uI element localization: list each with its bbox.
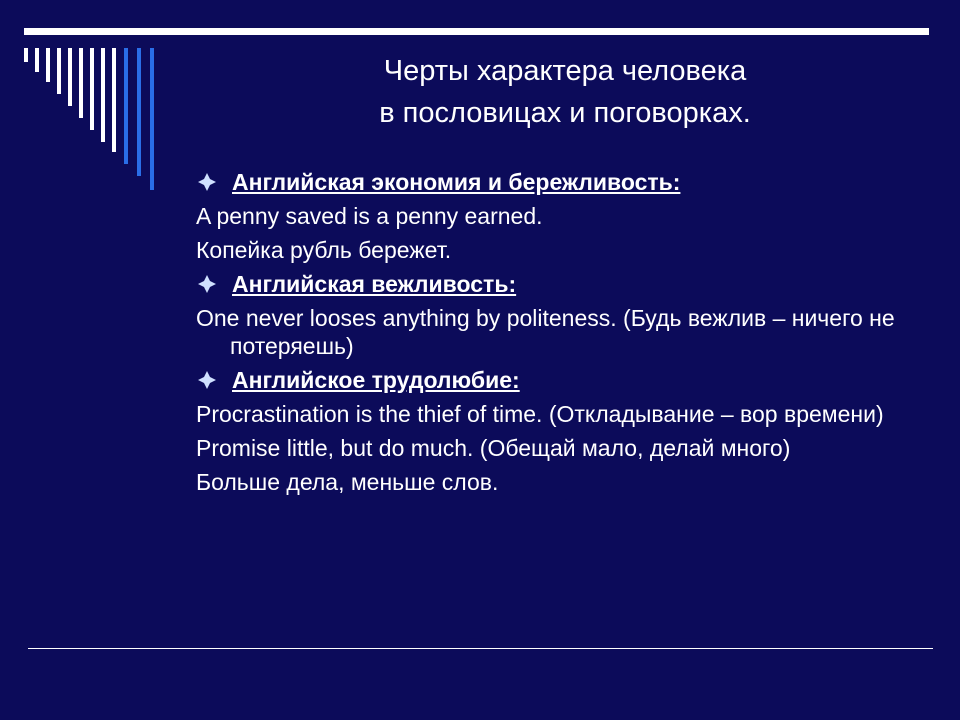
section-heading-text: Английское трудолюбие: — [232, 367, 520, 393]
stripe — [68, 48, 72, 106]
decorative-stripes — [0, 0, 170, 200]
proverb-line: Promise little, but do much. (Обещай мало, делай много) — [196, 435, 791, 461]
section-heading — [196, 168, 936, 196]
stripe — [112, 48, 116, 152]
stripe — [137, 48, 141, 176]
bottom-divider — [28, 648, 933, 649]
stripe — [150, 48, 154, 190]
slide-body — [196, 168, 936, 502]
stripe — [35, 48, 39, 72]
section-heading — [196, 270, 936, 298]
proverb-line: Копейка рубль бережет. — [196, 237, 452, 263]
title-line-1: Черты характера человека — [383, 55, 747, 87]
stripe — [101, 48, 105, 142]
stripe — [124, 48, 128, 164]
stripe — [90, 48, 94, 130]
proverb-line: Procrastination is the thief of time. (Откладывание – вор времени) — [196, 401, 884, 427]
section-heading-text: Английская вежливость: — [232, 271, 517, 297]
stripe — [57, 48, 61, 94]
stripe — [24, 48, 28, 62]
proverb-line: Больше дела, меньше слов. — [196, 469, 499, 495]
proverb-line: One never looses anything by politeness. (Будь вежлив – ничего не потеряешь) — [196, 305, 895, 359]
diamond-bullet-icon — [198, 275, 216, 293]
slide-title — [175, 50, 955, 134]
section-heading-text: Английская экономия и бережливость: — [232, 169, 681, 195]
proverb-line: A penny saved is a penny earned. — [196, 203, 543, 229]
title-line-2: в пословицах и поговорках. — [379, 97, 751, 129]
stripe — [46, 48, 50, 82]
section-heading — [196, 366, 936, 394]
diamond-bullet-icon — [198, 173, 216, 191]
diamond-bullet-icon — [198, 371, 216, 389]
stripe — [79, 48, 83, 118]
